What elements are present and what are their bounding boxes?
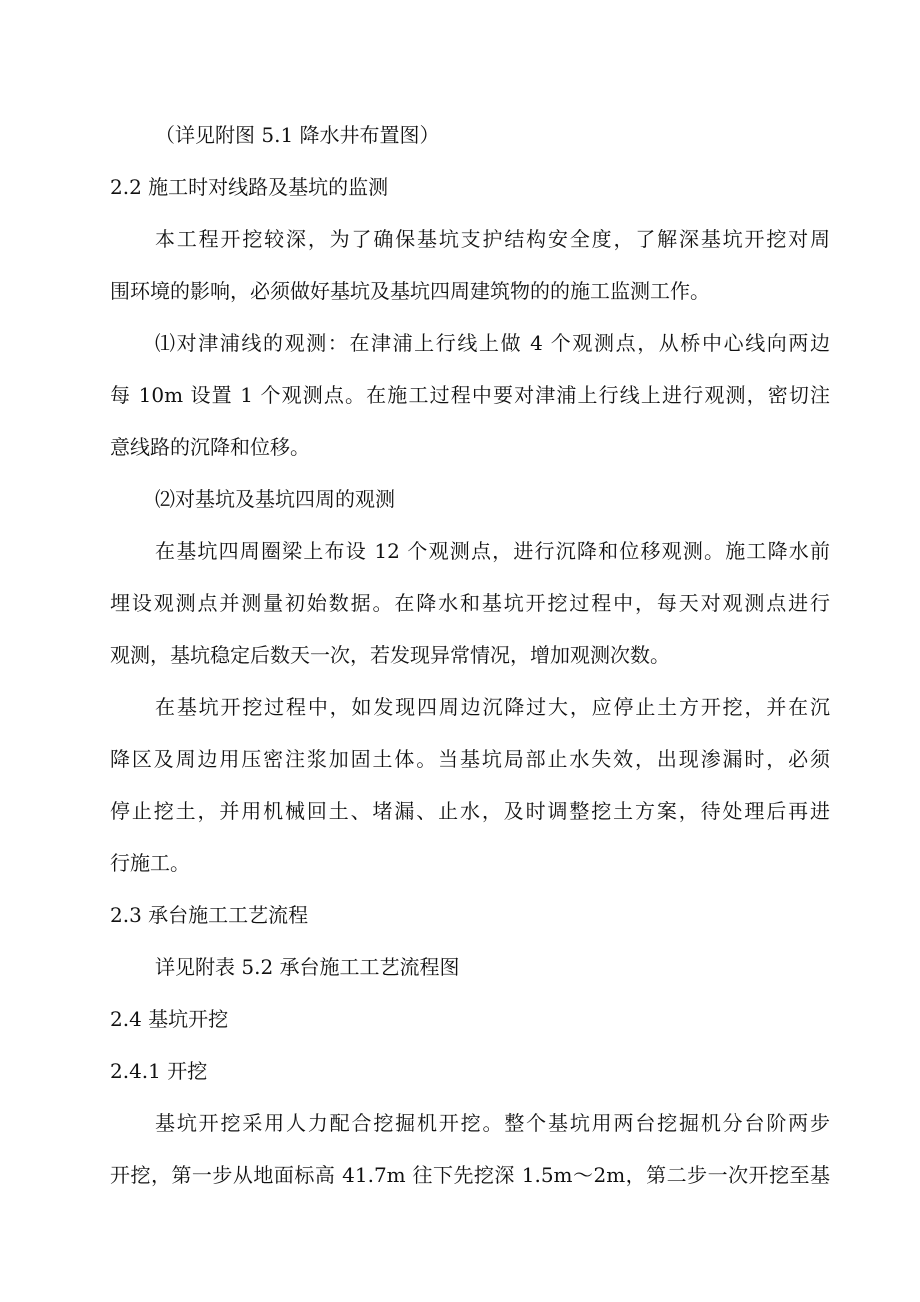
paragraph-line: 观测，基坑稳定后数天一次，若发现异常情况，增加观测次数。 bbox=[110, 643, 670, 667]
paragraph-line: 围环境的影响，必须做好基坑及基坑四周建筑物的的施工监测工作。 bbox=[110, 279, 710, 303]
paragraph-line: ⑵对基坑及基坑四周的观测 bbox=[155, 487, 395, 511]
paragraph-line: 意线路的沉降和位移。 bbox=[110, 435, 310, 459]
section-heading-2-2: 2.2 施工时对线路及基坑的监测 bbox=[110, 175, 389, 199]
section-heading-2-4: 2.4 基坑开挖 bbox=[110, 1007, 229, 1031]
paragraph-line: 在基坑开挖过程中，如发现四周边沉降过大，应停止土方开挖，并在沉 bbox=[155, 695, 830, 719]
paragraph-line: 埋设观测点并测量初始数据。在降水和基坑开挖过程中，每天对观测点进行 bbox=[110, 591, 830, 615]
section-heading-2-3: 2.3 承台施工工艺流程 bbox=[110, 903, 309, 927]
paragraph-line: ⑴对津浦线的观测：在津浦上行线上做 4 个观测点，从桥中心线向两边 bbox=[155, 331, 830, 355]
paragraph-line: 在基坑四周圈梁上布设 12 个观测点，进行沉降和位移观测。施工降水前 bbox=[155, 539, 830, 563]
section-heading-2-4-1: 2.4.1 开挖 bbox=[110, 1059, 208, 1083]
paragraph-line: 降区及周边用压密注浆加固土体。当基坑局部止水失效，出现渗漏时，必须 bbox=[110, 747, 830, 771]
paragraph-line: 停止挖土，并用机械回土、堵漏、止水，及时调整挖土方案，待处理后再进 bbox=[110, 799, 830, 823]
paragraph-line: 每 10m 设置 1 个观测点。在施工过程中要对津浦上行线上进行观测，密切注 bbox=[110, 383, 830, 407]
table-reference: 详见附表 5.2 承台施工工艺流程图 bbox=[155, 955, 460, 979]
paragraph-line: 本工程开挖较深，为了确保基坑支护结构安全度，了解深基坑开挖对周 bbox=[155, 227, 830, 251]
paragraph-line: 开挖，第一步从地面标高 41.7m 往下先挖深 1.5m～2m，第二步一次开挖至基 bbox=[110, 1163, 830, 1187]
paragraph-line: 基坑开挖采用人力配合挖掘机开挖。整个基坑用两台挖掘机分台阶两步 bbox=[155, 1111, 830, 1135]
paragraph-line: 行施工。 bbox=[110, 851, 190, 875]
figure-reference: （详见附图 5.1 降水井布置图） bbox=[155, 123, 440, 147]
